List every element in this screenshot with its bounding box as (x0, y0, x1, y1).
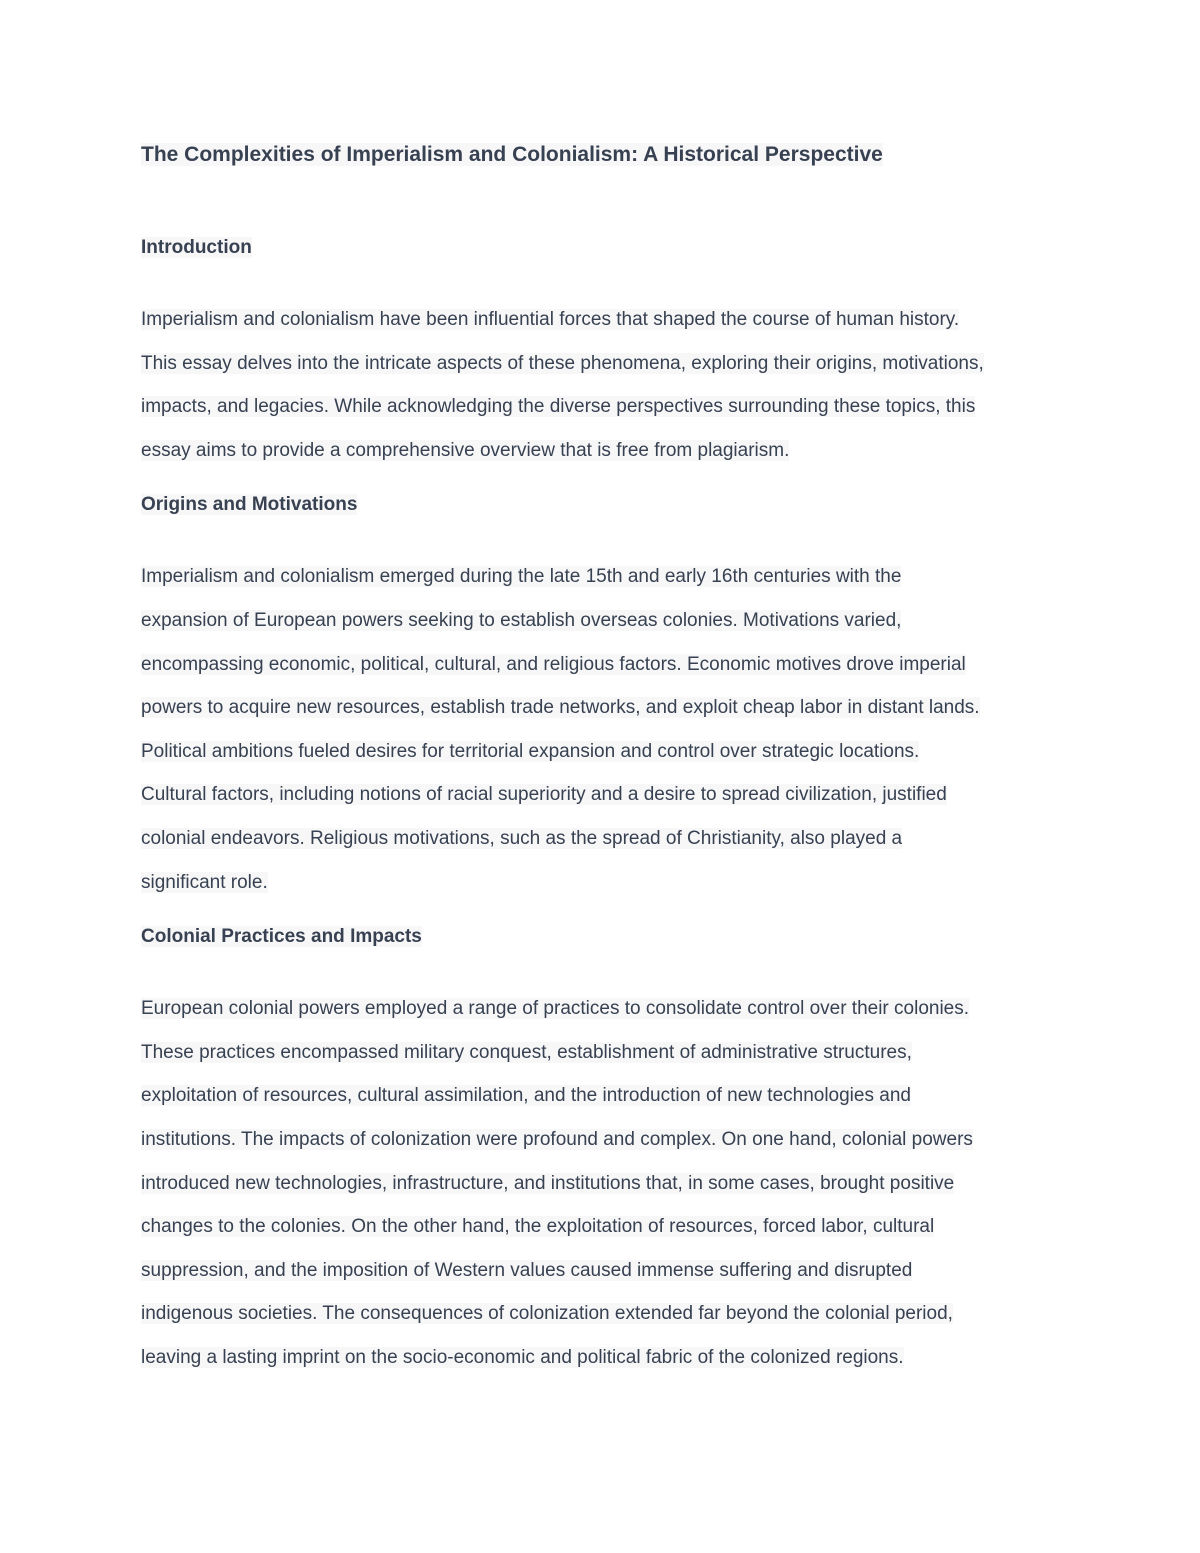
paragraph-line: changes to the colonies. On the other hand, the exploitation of resources, forced labor, cultural (141, 1216, 935, 1238)
section-heading: Introduction (141, 237, 252, 258)
paragraph-line: suppression, and the imposition of Western values caused immense suffering and disrupted (141, 1259, 913, 1281)
document-title: The Complexities of Imperialism and Colonialism: A Historical Perspective (141, 143, 883, 166)
paragraph-line: powers to acquire new resources, establish trade networks, and exploit cheap labor in distant lands. (141, 697, 980, 719)
section-introduction (141, 234, 1061, 472)
section-origins-and-motivations (141, 491, 1061, 904)
paragraph-line: exploitation of resources, cultural assimilation, and the introduction of new technologies and (141, 1085, 911, 1107)
paragraph-line: Political ambitions fueled desires for territorial expansion and control over strategic locations. (141, 740, 920, 762)
paragraph-line: European colonial powers employed a range of practices to consolidate control over their colonies. (141, 998, 970, 1020)
paragraph-line: This essay delves into the intricate aspects of these phenomena, exploring their origins, motivations, (141, 352, 984, 374)
paragraph-line: leaving a lasting imprint on the socio-economic and political fabric of the colonized regions. (141, 1346, 904, 1368)
paragraph-line: essay aims to provide a comprehensive overview that is free from plagiarism. (141, 439, 790, 461)
section-paragraph (141, 298, 1061, 472)
section-paragraph (141, 987, 1061, 1379)
section-colonial-practices-and-impacts (141, 923, 1061, 1379)
paragraph-line: colonial endeavors. Religious motivations, such as the spread of Christianity, also played a (141, 827, 903, 849)
paragraph-line: indigenous societies. The consequences of colonization extended far beyond the colonial period, (141, 1303, 953, 1325)
paragraph-line: Imperialism and colonialism have been influential forces that shaped the course of human history. (141, 309, 960, 330)
paragraph-line: Imperialism and colonialism emerged during the late 15th and early 16th centuries with the (141, 566, 902, 588)
paragraph-line: These practices encompassed military conquest, establishment of administrative structures, (141, 1041, 912, 1063)
paragraph-line: impacts, and legacies. While acknowledging the diverse perspectives surrounding these topics, this (141, 396, 976, 418)
document-page (141, 140, 1061, 1379)
paragraph-line: encompassing economic, political, cultural, and religious factors. Economic motives drove imperial (141, 653, 966, 675)
section-heading: Origins and Motivations (141, 494, 358, 516)
paragraph-line: introduced new technologies, infrastructure, and institutions that, in some cases, brought positive (141, 1172, 955, 1194)
section-heading: Colonial Practices and Impacts (141, 926, 422, 948)
paragraph-line: significant role. (141, 871, 268, 893)
paragraph-line: expansion of European powers seeking to establish overseas colonies. Motivations varied, (141, 609, 902, 631)
section-paragraph (141, 555, 1061, 904)
paragraph-line: Cultural factors, including notions of racial superiority and a desire to spread civilization, justified (141, 784, 947, 806)
paragraph-line: institutions. The impacts of colonization were profound and complex. On one hand, colonial powers (141, 1128, 973, 1150)
